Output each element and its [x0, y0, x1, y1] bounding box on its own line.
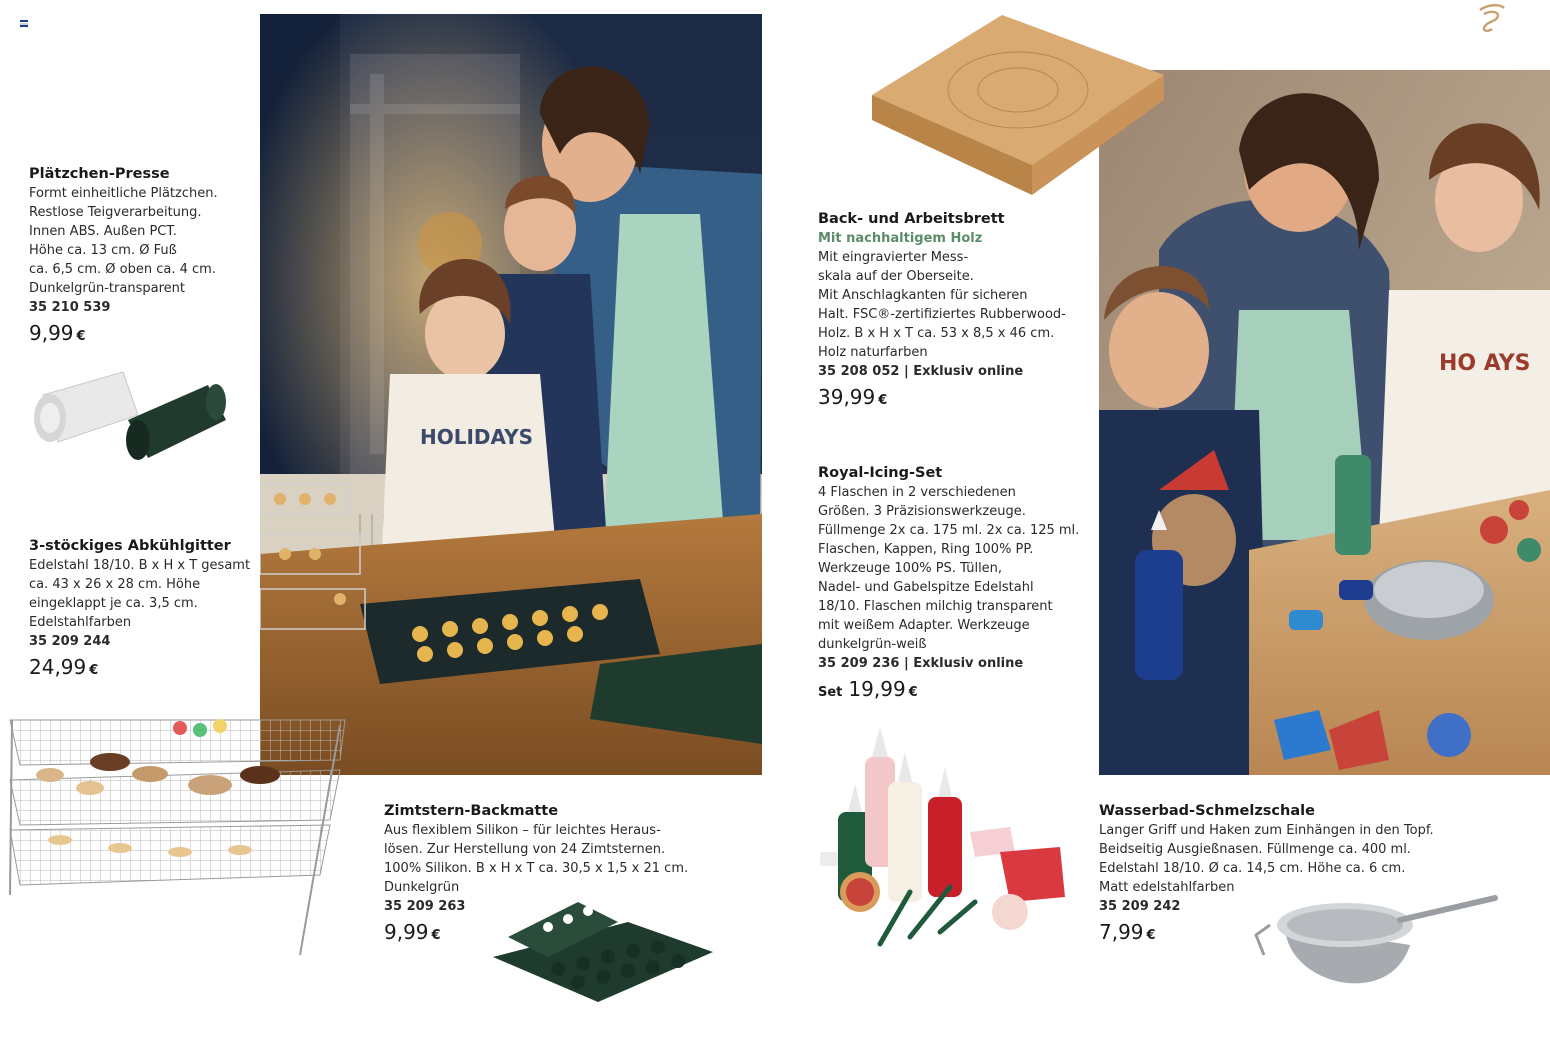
product-price — [1099, 919, 1434, 949]
product-desc-line: Flaschen, Kappen, Ring 100% PP. — [818, 542, 1034, 557]
product-desc-line: Holz naturfarben — [818, 345, 928, 360]
product-icing — [818, 463, 1079, 706]
article-number: 35 209 263 — [384, 899, 466, 914]
product-bowl — [1099, 801, 1434, 949]
price-currency: € — [431, 928, 441, 943]
product-desc-line: Mit Anschlagkanten für sicheren — [818, 288, 1028, 303]
product-desc-line: dunkelgrün-weiß — [818, 637, 927, 652]
article-number: 35 209 236 | Exklusiv online — [818, 656, 1024, 671]
product-desc-line: Beidseitig Ausgießnasen. Füllmenge ca. 400 ml. — [1099, 842, 1411, 857]
product-desc-line: Edelstahl 18/10. Ø ca. 14,5 cm. Höhe ca. 6 cm. — [1099, 861, 1406, 876]
product-price — [384, 919, 688, 949]
price-value: 9,99 — [384, 920, 429, 944]
price-currency: € — [76, 329, 86, 344]
price-currency: € — [89, 663, 99, 678]
product-desc-line: 100% Silikon. B x H x T ca. 30,5 x 1,5 x 21 cm. — [384, 861, 689, 876]
product-board — [818, 209, 1066, 414]
product-desc-line: Werkzeuge 100% PS. Tüllen, — [818, 561, 1003, 576]
product-desc-line: Langer Griff und Haken zum Einhängen in den Topf. — [1099, 823, 1434, 838]
language-flag-icon[interactable] — [20, 20, 28, 27]
product-desc-line: Matt edelstahlfarben — [1099, 880, 1235, 895]
product-title: Back- und Arbeitsbrett — [818, 211, 1005, 227]
product-desc-line: Restlose Teigverarbeitung. — [29, 205, 202, 220]
product-price — [29, 654, 250, 684]
product-desc-line: Halt. FSC®-zertifiziertes Rubberwood- — [818, 307, 1066, 322]
price-value: 9,99 — [29, 321, 74, 345]
product-price — [29, 320, 218, 350]
sweater-text: HOLIDAYS — [420, 425, 533, 449]
product-desc-line: Aus flexiblem Silikon – für leichtes Heraus- — [384, 823, 661, 838]
article-number: 35 209 244 — [29, 634, 111, 649]
product-desc-line: Edelstahlfarben — [29, 615, 132, 630]
sweater-text: HO AYS — [1439, 351, 1531, 376]
product-desc-line: lösen. Zur Herstellung von 24 Zimtsternen. — [384, 842, 666, 857]
price-currency: € — [878, 393, 888, 408]
product-desc-line: ca. 43 x 26 x 28 cm. Höhe — [29, 577, 201, 592]
product-desc-line: Höhe ca. 13 cm. Ø Fuß — [29, 243, 177, 258]
product-press — [29, 164, 218, 350]
price-value: 19,99 — [848, 677, 906, 701]
product-desc-line: Formt einheitliche Plätzchen. — [29, 186, 218, 201]
product-desc-line: Größen. 3 Präzisionswerkzeuge. — [818, 504, 1026, 519]
photo-family-baking — [260, 14, 762, 775]
product-desc-line: Nadel- und Gabelspitze Edelstahl — [818, 580, 1034, 595]
photo-decorating-cookies — [1099, 70, 1550, 775]
product-title: 3-stöckiges Abkühlgitter — [29, 538, 231, 554]
tchibo-logo-icon — [1474, 2, 1508, 34]
icing-set-image — [810, 722, 1075, 954]
product-title: Wasserbad-Schmelzschale — [1099, 803, 1315, 819]
product-desc-line: 18/10. Flaschen milchig transparent — [818, 599, 1053, 614]
price-currency: € — [908, 685, 918, 700]
price-currency: € — [1146, 928, 1156, 943]
product-desc-line: skala auf der Oberseite. — [818, 269, 974, 284]
product-title: Zimtstern-Backmatte — [384, 803, 559, 819]
product-desc-line: Innen ABS. Außen PCT. — [29, 224, 177, 239]
cooling-rack-image — [0, 700, 355, 960]
product-price — [818, 676, 1079, 706]
price-value: 24,99 — [29, 655, 87, 679]
product-desc-line: Holz. B x H x T ca. 53 x 8,5 x 46 cm. — [818, 326, 1055, 341]
product-rack — [29, 536, 250, 684]
product-desc-line: Edelstahl 18/10. B x H x T gesamt — [29, 558, 251, 573]
cookie-press-image — [28, 360, 233, 470]
product-title: Plätzchen-Presse — [29, 166, 170, 182]
product-desc-line: Dunkelgrün — [384, 880, 460, 895]
product-mat — [384, 801, 688, 949]
article-number: 35 209 242 — [1099, 899, 1181, 914]
product-title: Royal-Icing-Set — [818, 465, 943, 481]
price-value: 39,99 — [818, 385, 876, 409]
price-prefix: Set — [818, 685, 843, 700]
article-number: 35 210 539 — [29, 300, 111, 315]
product-desc-line: mit weißem Adapter. Werkzeuge — [818, 618, 1030, 633]
wooden-board-image — [872, 15, 1164, 197]
product-subtitle: Mit nachhaltigem Holz — [818, 231, 983, 246]
product-desc-line: Dunkelgrün-transparent — [29, 281, 185, 296]
product-desc-line: 4 Flaschen in 2 verschiedenen — [818, 485, 1016, 500]
article-number: 35 208 052 | Exklusiv online — [818, 364, 1024, 379]
price-value: 7,99 — [1099, 920, 1144, 944]
product-desc-line: ca. 6,5 cm. Ø oben ca. 4 cm. — [29, 262, 216, 277]
product-price — [818, 384, 1066, 414]
product-desc-line: Mit eingravierter Mess- — [818, 250, 969, 265]
product-desc-line: Füllmenge 2x ca. 175 ml. 2x ca. 125 ml. — [818, 523, 1080, 538]
product-desc-line: eingeklappt je ca. 3,5 cm. — [29, 596, 198, 611]
